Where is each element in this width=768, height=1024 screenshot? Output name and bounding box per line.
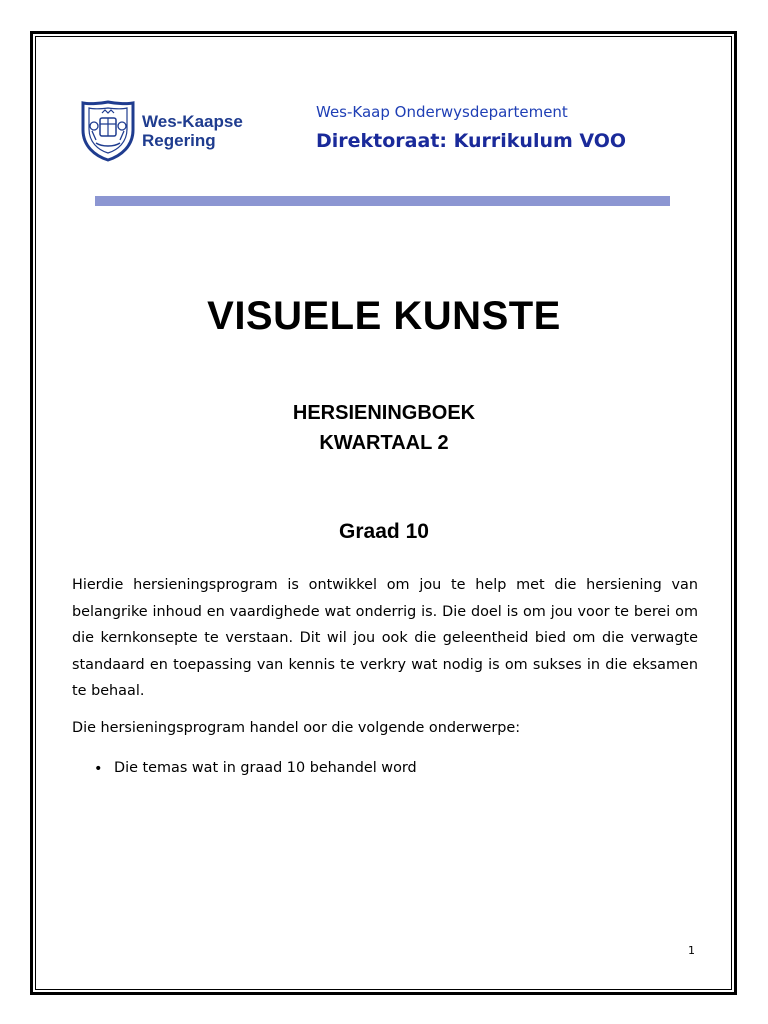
page-number: 1 [688,944,695,957]
logo-line-1: Wes-Kaapse [142,112,243,131]
document-subtitle-line-1: HERSIENINGBOEK [292,402,476,424]
government-logo [80,100,243,162]
document-title: VISUELE KUNSTE [207,294,561,338]
topics-list [94,760,417,776]
grade-heading: Graad 10 [339,520,429,543]
page-border-inner [35,36,732,990]
department-name: Wes-Kaap Onderwysdepartement [316,103,568,121]
document-subtitle-line-2: KWARTAAL 2 [319,432,449,454]
logo-wordmark [142,112,243,150]
list-item [94,760,417,776]
topics-intro: Die hersieningsprogram handel oor die volgende onderwerpe: [72,720,521,736]
intro-paragraph: Hierdie hersieningsprogram is ontwikkel om jou te help met die hersiening van belangrike inhoud en vaardighede wat onderrig is. Die doel is om jou voor te berei om die kernkonsepte te verstaan. Dit wil jou ook die geleentheid bied om die verwagte standaard en toepassing van kennis te verkry wat nodig is om sukses in die eksamen te behaal. [72,577,698,699]
bullet-icon: • [94,761,103,777]
directorate-name: Direktoraat: Kurrikulum VOO [316,130,627,152]
topic-text: Die temas wat in graad 10 behandel word [114,760,417,776]
header-divider [95,196,670,206]
coat-of-arms-icon [80,100,136,162]
logo-line-2: Regering [142,131,216,150]
